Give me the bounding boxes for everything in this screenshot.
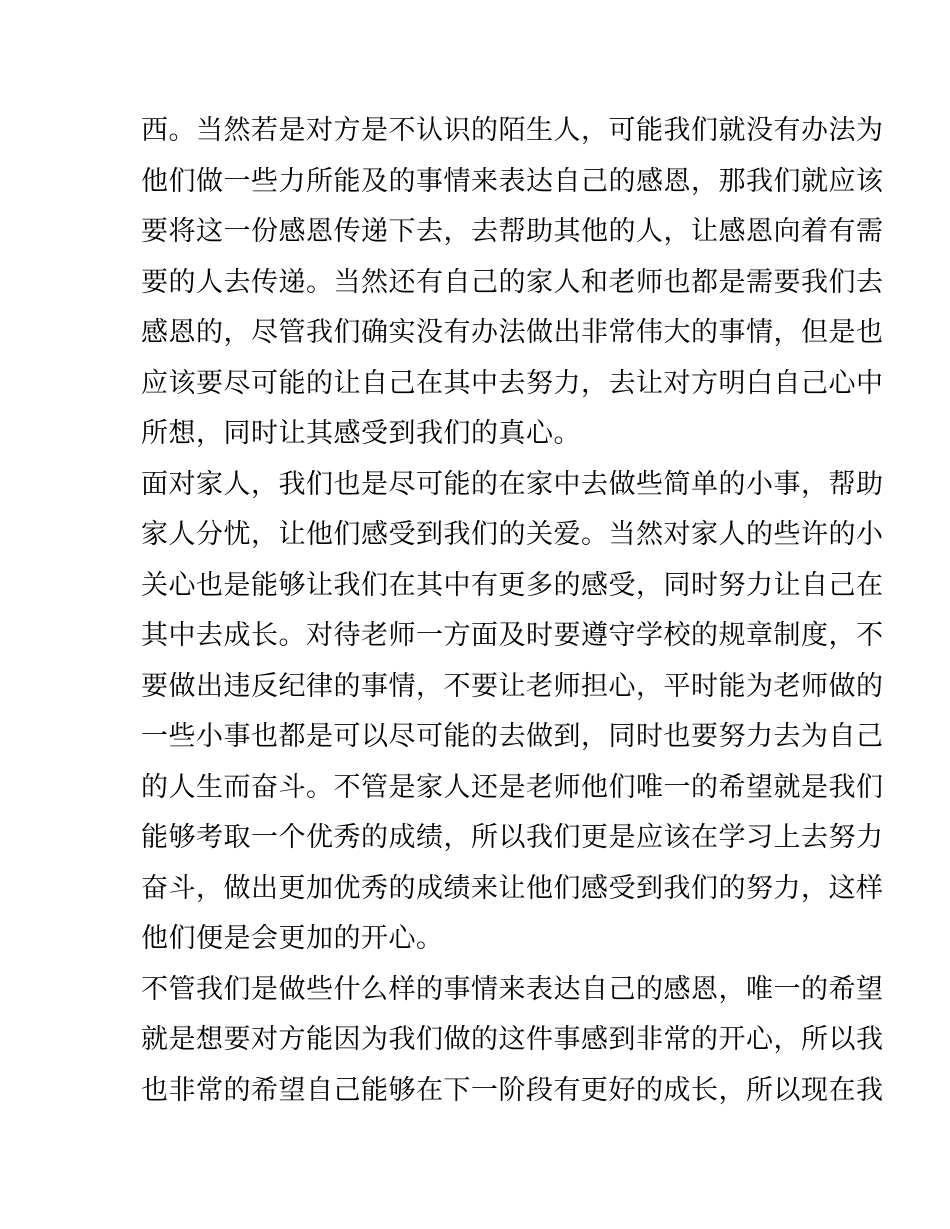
text-line: 他们便是会更加的开心。 [141,923,444,954]
text-line: 面对家人，我们也是尽可能的在家中去做些简单的小事，帮助 [141,468,884,500]
text-line: 要的人去传递。当然还有自己的家人和老师也都是需要我们去 [141,266,884,298]
body-text [141,106,884,1116]
text-line: 所想，同时让其感受到我们的真心。 [141,418,581,449]
text-line: 他们做一些力所能及的事情来表达自己的感恩，那我们就应该 [141,165,884,197]
text-line: 的人生而奋斗。不管是家人还是老师他们唯一的希望就是我们 [141,771,884,803]
text-line: 关心也是能够让我们在其中有更多的感受，同时努力让自己在 [141,569,884,601]
text-line: 家人分忧，让他们感受到我们的关爱。当然对家人的些许的小 [141,519,884,550]
text-line: 应该要尽可能的让自己在其中去努力，去让对方明白自己心中 [141,367,884,399]
text-line: 不管我们是做些什么样的事情来表达自己的感恩，唯一的希望 [141,973,884,1005]
text-line: 也非常的希望自己能够在下一阶段有更好的成长，所以现在我 [141,1074,884,1106]
text-line: 一些小事也都是可以尽可能的去做到，同时也要努力去为自己 [141,721,884,752]
text-line: 要做出违反纪律的事情，不要让老师担心，平时能为老师做的 [141,670,884,702]
text-line: 能够考取一个优秀的成绩，所以我们更是应该在学习上去努力 [141,822,884,853]
text-line: 其中去成长。对待老师一方面及时要遵守学校的规章制度，不 [141,620,884,651]
text-line: 西。当然若是对方是不认识的陌生人，可能我们就没有办法为 [141,115,884,146]
text-line: 感恩的，尽管我们确实没有办法做出非常伟大的事情，但是也 [141,317,884,348]
text-line: 就是想要对方能因为我们做的这件事感到非常的开心，所以我 [141,1024,884,1055]
text-line: 奋斗，做出更加优秀的成绩来让他们感受到我们的努力，这样 [141,872,884,904]
text-line: 要将这一份感恩传递下去，去帮助其他的人，让感恩向着有需 [141,216,884,247]
